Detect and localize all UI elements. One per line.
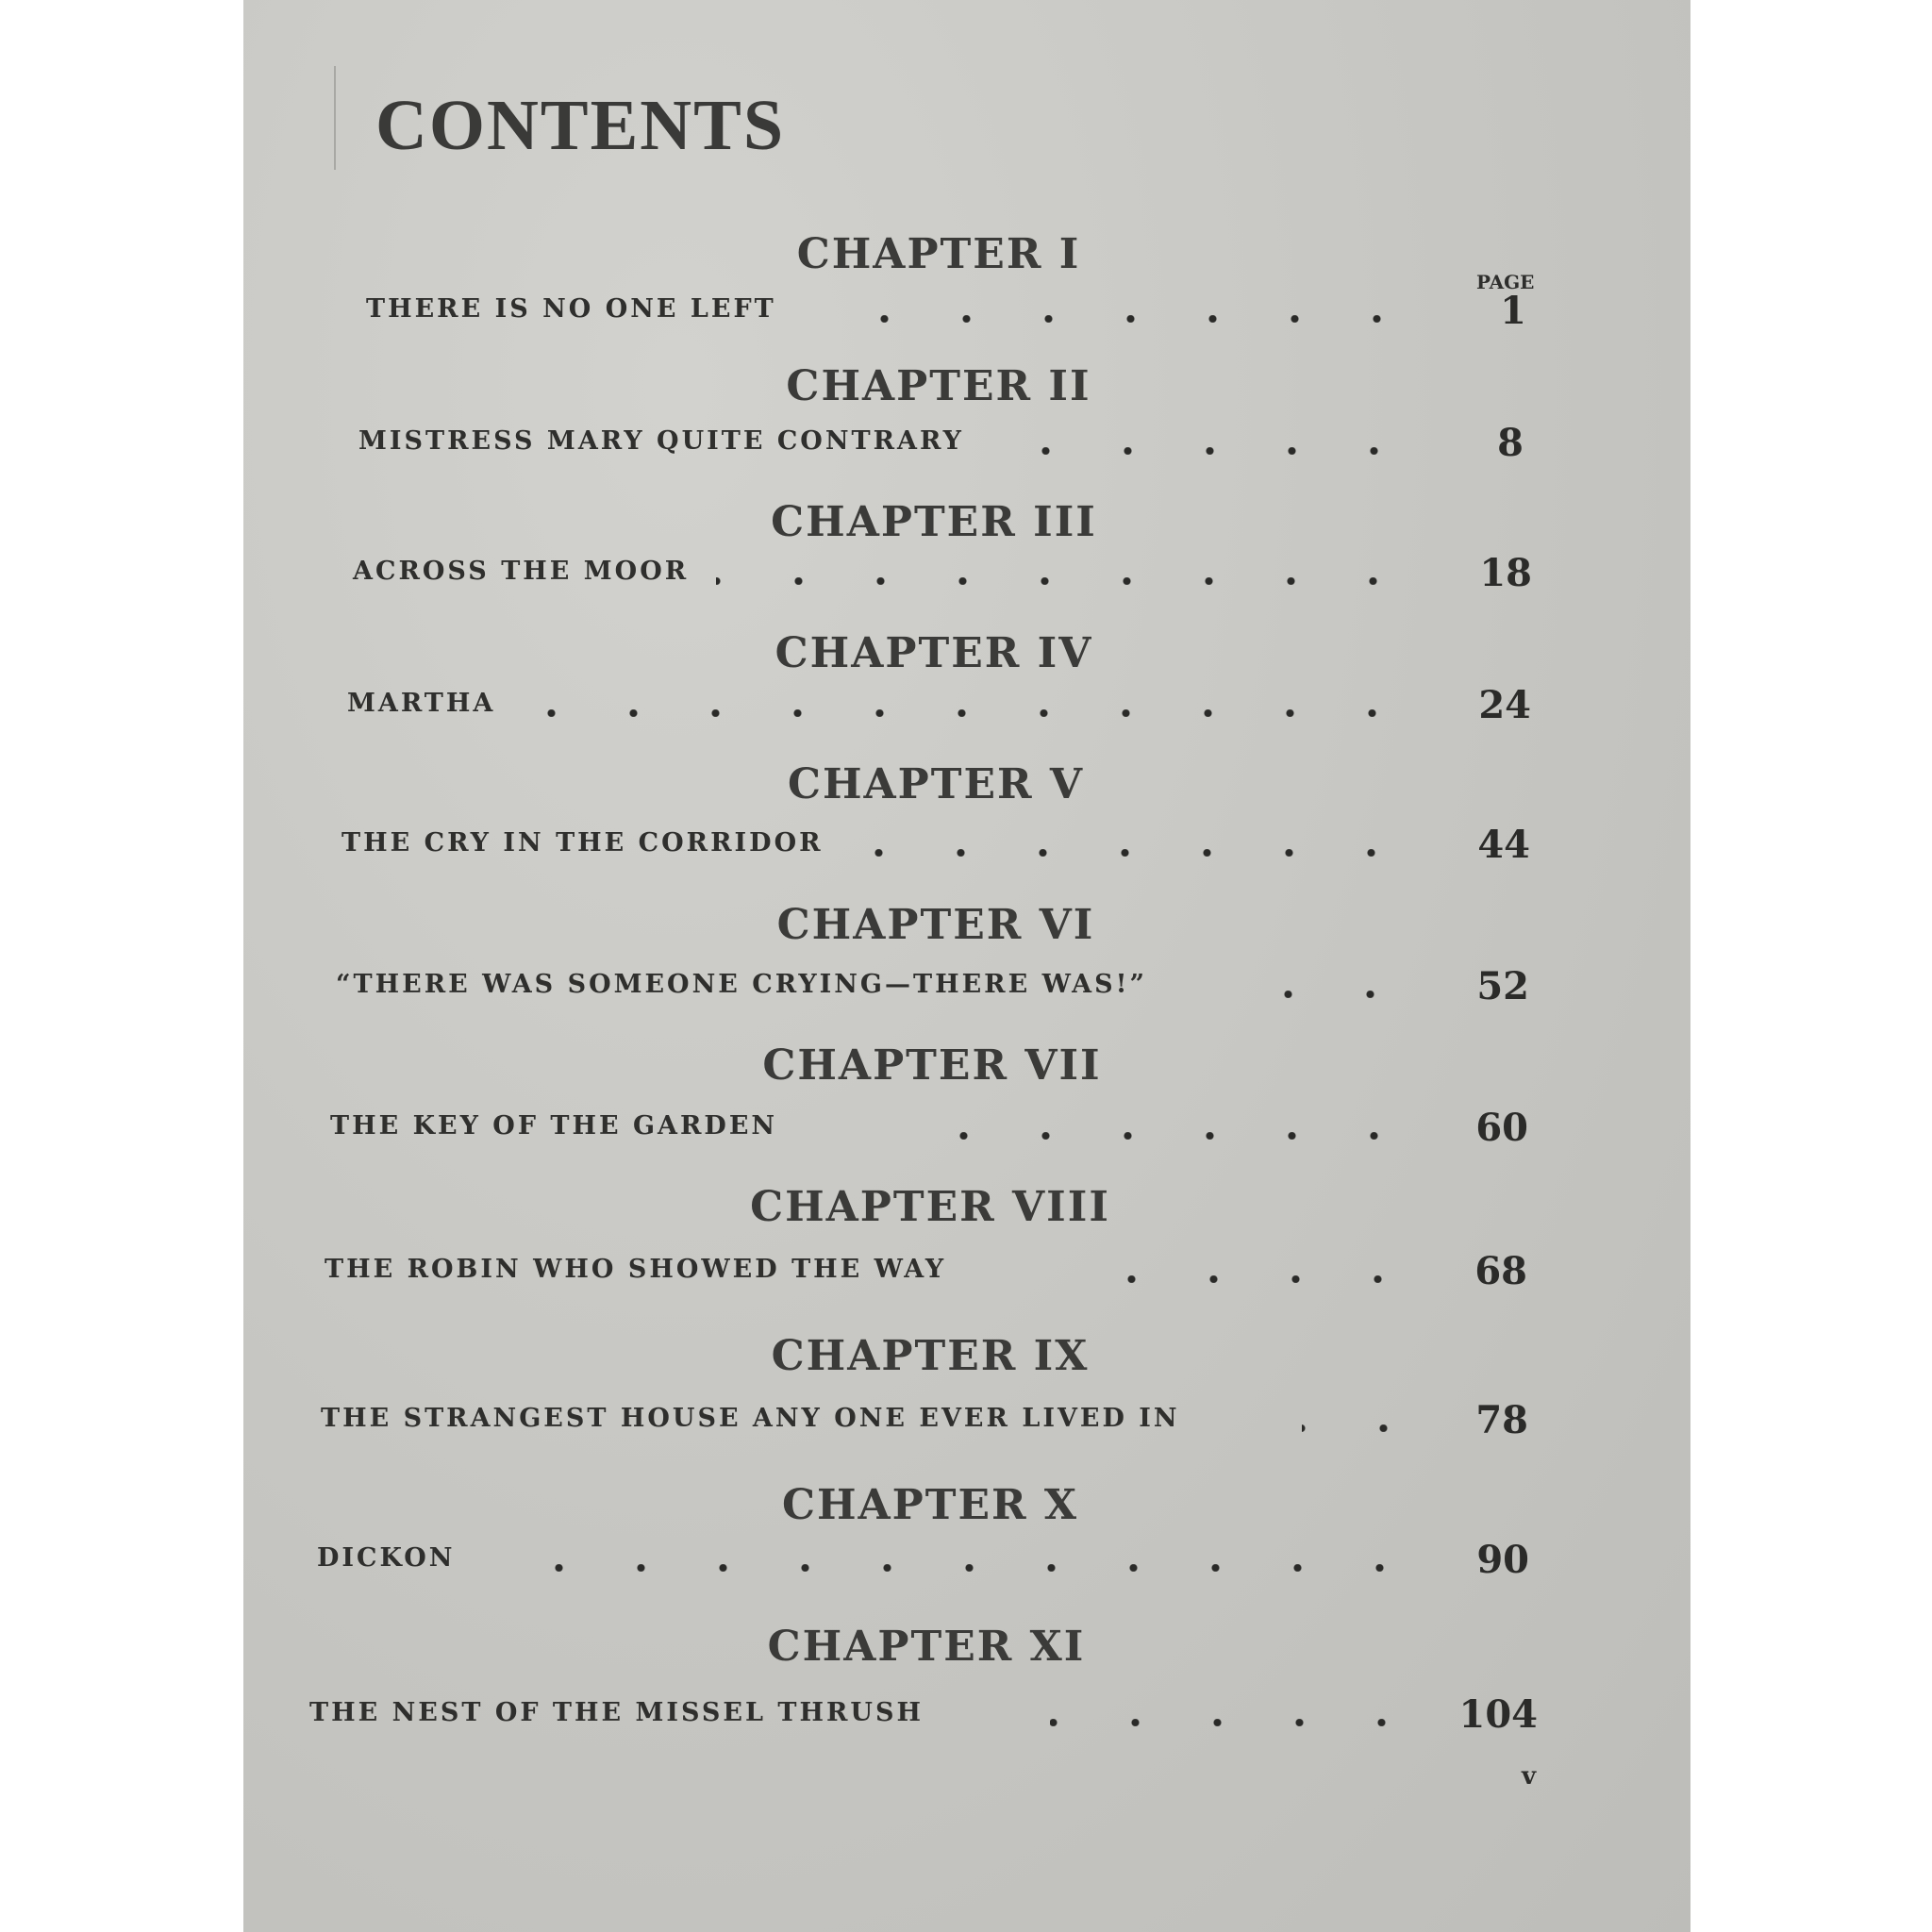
chapter-title: THE ROBIN WHO SHOWED THE WAY bbox=[325, 1255, 947, 1284]
chapter-page-number: 52 bbox=[1476, 964, 1529, 1008]
dot-leader bbox=[870, 849, 1412, 857]
dot-leader bbox=[545, 709, 1413, 717]
toc-entry bbox=[358, 421, 1547, 474]
chapter-heading: CHAPTER VI bbox=[776, 901, 1095, 949]
chapter-page-number: 68 bbox=[1474, 1249, 1527, 1293]
page-column-label: PAGE bbox=[1476, 271, 1535, 293]
chapter-heading: CHAPTER VII bbox=[762, 1041, 1102, 1090]
chapter-title: THE NEST OF THE MISSEL THRUSH bbox=[309, 1698, 924, 1727]
toc-entry bbox=[309, 1692, 1547, 1745]
dot-leader bbox=[809, 315, 1418, 323]
toc-entry bbox=[325, 1249, 1547, 1302]
chapter-heading: CHAPTER VIII bbox=[750, 1183, 1110, 1231]
chapter-page-number: 8 bbox=[1497, 421, 1524, 465]
chapter-page-number: 18 bbox=[1479, 551, 1532, 595]
chapter-title: THE CRY IN THE CORRIDOR bbox=[341, 828, 824, 858]
chapter-title: THE STRANGEST HOUSE ANY ONE EVER LIVED IN bbox=[321, 1404, 1180, 1433]
chapter-page-number: 44 bbox=[1477, 823, 1530, 867]
chapter-title: THE KEY OF THE GARDEN bbox=[330, 1111, 778, 1141]
chapter-page-number: 1 bbox=[1500, 289, 1526, 333]
chapter-title: ACROSS THE MOOR bbox=[353, 557, 690, 586]
chapter-page-number: 24 bbox=[1478, 683, 1531, 727]
dot-leader bbox=[981, 447, 1415, 455]
toc-entry bbox=[347, 683, 1545, 736]
dot-leader bbox=[1302, 1424, 1424, 1432]
dot-leader bbox=[1050, 1719, 1423, 1726]
chapter-page-number: 60 bbox=[1475, 1106, 1528, 1150]
chapter-heading: CHAPTER V bbox=[787, 760, 1085, 808]
dot-leader bbox=[1279, 991, 1411, 998]
chapter-title: THERE IS NO ONE LEFT bbox=[366, 294, 776, 324]
chapter-title: “THERE WAS SOMEONE CRYING—THERE WAS!” bbox=[336, 970, 1147, 999]
chapter-heading: CHAPTER XI bbox=[767, 1623, 1086, 1671]
chapter-heading: CHAPTER III bbox=[771, 498, 1097, 546]
toc-entry bbox=[336, 964, 1547, 1017]
chapter-heading: CHAPTER II bbox=[786, 362, 1091, 410]
roman-page-numeral: v bbox=[1522, 1762, 1537, 1790]
chapter-page-number: 104 bbox=[1458, 1692, 1538, 1737]
chapter-heading: CHAPTER I bbox=[796, 230, 1081, 278]
chapter-title: DICKON bbox=[317, 1543, 456, 1573]
chapter-heading: CHAPTER IV bbox=[774, 629, 1093, 677]
chapter-heading: CHAPTER X bbox=[781, 1481, 1079, 1529]
page-title: CONTENTS bbox=[375, 86, 786, 165]
toc-entry bbox=[330, 1106, 1547, 1158]
dot-leader bbox=[901, 1132, 1415, 1140]
toc-entry bbox=[341, 823, 1547, 875]
chapter-title: MARTHA bbox=[347, 689, 496, 718]
toc-entry bbox=[353, 551, 1546, 604]
chapter-page-number: 90 bbox=[1476, 1538, 1529, 1582]
toc-entry bbox=[366, 289, 1545, 341]
dot-leader bbox=[506, 1564, 1421, 1572]
chapter-page-number: 78 bbox=[1475, 1398, 1528, 1442]
dot-leader bbox=[716, 577, 1414, 585]
chapter-title: MISTRESS MARY QUITE CONTRARY bbox=[358, 426, 964, 456]
chapter-heading: CHAPTER IX bbox=[771, 1332, 1090, 1380]
toc-entry bbox=[321, 1398, 1547, 1451]
gutter-line bbox=[334, 66, 336, 170]
dot-leader bbox=[1060, 1275, 1419, 1283]
toc-entry bbox=[317, 1538, 1547, 1591]
